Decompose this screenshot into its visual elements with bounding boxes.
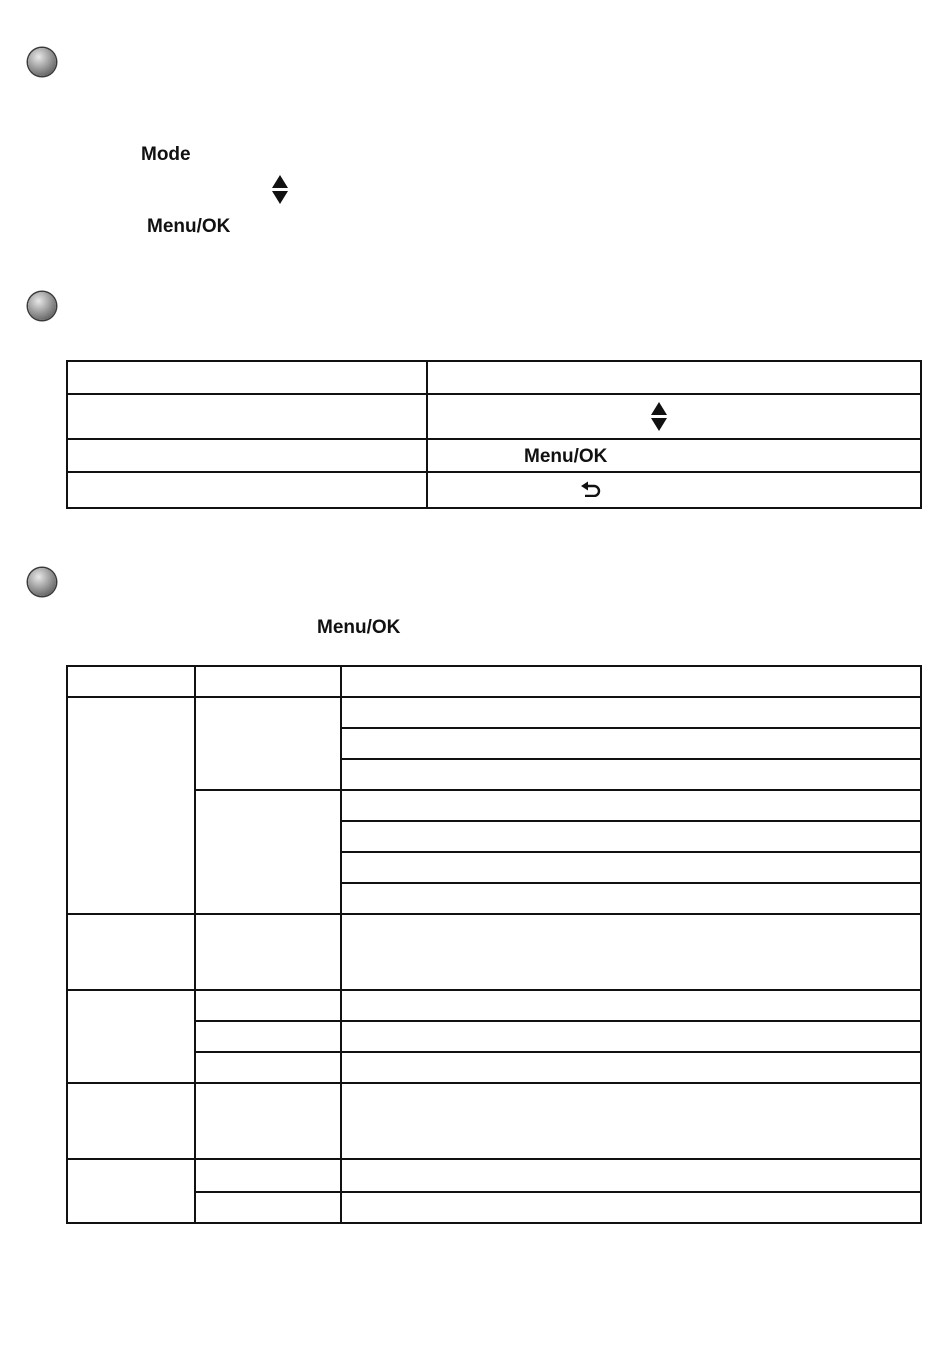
up-down-triangle-icon — [650, 402, 668, 431]
section-3-bullet-icon — [28, 568, 56, 596]
back-arrow-icon — [580, 481, 602, 497]
mode-button-label: Mode — [141, 144, 191, 165]
section-2-bullet-icon — [28, 292, 56, 320]
menu-ok-button-label: Menu/OK — [524, 446, 608, 467]
menu-ok-button-label: Menu/OK — [317, 617, 401, 638]
menu-ok-button-label: Menu/OK — [147, 216, 231, 237]
section-1-bullet-icon — [28, 48, 56, 76]
menu-settings-table — [66, 665, 922, 1224]
up-down-triangle-icon — [271, 175, 289, 204]
button-function-table — [66, 360, 922, 509]
